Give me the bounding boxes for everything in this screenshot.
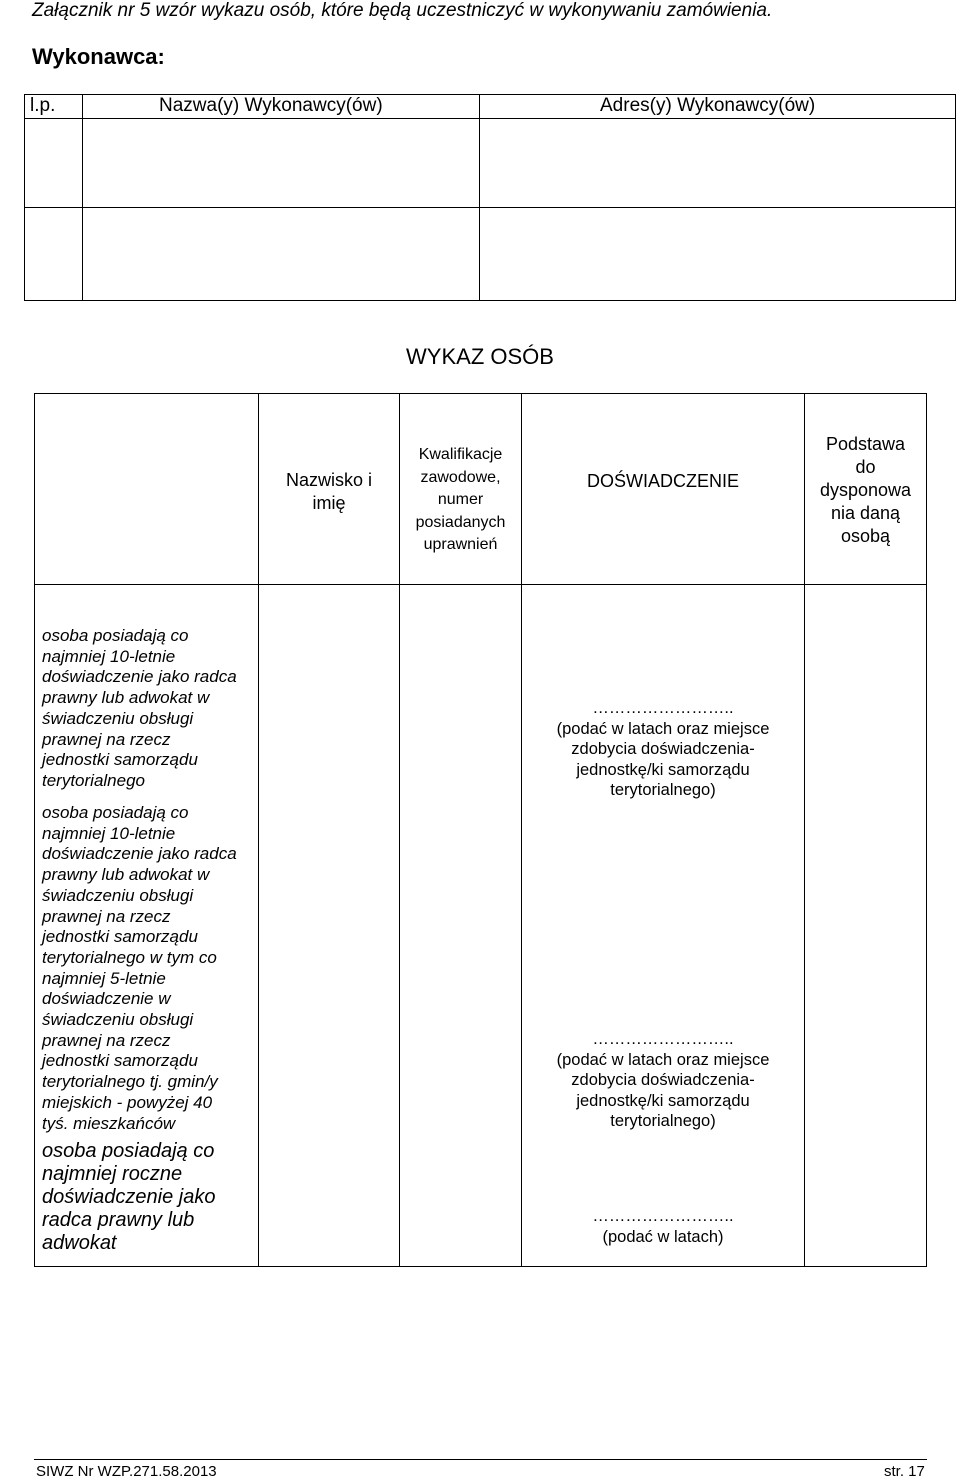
- annex-note: Załącznik nr 5 wzór wykazu osób, które będą uczestniczyć w wykonywaniu zamówienia.: [32, 0, 773, 21]
- requirement-row-3: osoba posiadają co najmniej roczne doświadczenie jako radca prawny lub adwokat: [42, 1140, 216, 1254]
- header-basis: Podstawa do dysponowa nia daną osobą: [819, 434, 912, 546]
- header-experience: DOŚWIADCZENIE: [586, 471, 739, 491]
- experience-row-1[interactable]: …………………….. (podać w latach oraz miejsce zdobycia doświadczenia- jednostkę/ki samorządu terytorialnego): [556, 699, 770, 799]
- col-contractor-name: Nazwa(y) Wykonawcy(ów): [159, 95, 383, 116]
- page-number: str. 17: [884, 1463, 925, 1480]
- requirement-row-2: osoba posiadają co najmniej 10-letnie doświadczenie jako radca prawny lub adwokat w świadczeniu obsługi prawnej na rzecz jednostki samorządu terytorialnego w tym co najmniej 5-letnie doświadczenie w świadczeniu obsługi prawnej na rzecz jednostki samorządu terytorialnego tj. gmin/y miejskich - powyżej 40 tyś. mieszkańców: [42, 803, 237, 1133]
- wykaz-title: WYKAZ OSÓB: [406, 344, 554, 369]
- contractor-name-input-1[interactable]: [83, 119, 479, 207]
- header-qualifications: Kwalifikacje zawodowe, numer posiadanych uprawnień: [415, 446, 506, 553]
- contractor-label: Wykonawca:: [32, 44, 165, 69]
- footer-reference: SIWZ Nr WZP.271.58.2013: [36, 1463, 217, 1480]
- experience-row-2[interactable]: …………………….. (podać w latach oraz miejsce zdobycia doświadczenia- jednostkę/ki samorządu terytorialnego): [556, 1030, 770, 1130]
- contractor-name-input-2[interactable]: [83, 208, 479, 300]
- experience-row-3[interactable]: …………………….. (podać w latach): [592, 1207, 734, 1246]
- header-name: Nazwisko i imię: [285, 470, 373, 513]
- requirement-row-1: osoba posiadają co najmniej 10-letnie doświadczenie jako radca prawny lub adwokat w świadczeniu obsługi prawnej na rzecz jednostki samorządu terytorialnego: [42, 626, 237, 790]
- contractor-address-input-2[interactable]: [480, 208, 955, 300]
- col-contractor-address: Adres(y) Wykonawcy(ów): [600, 95, 816, 116]
- footer-divider: [34, 1459, 927, 1460]
- col-lp: l.p.: [30, 95, 56, 116]
- contractor-address-input-1[interactable]: [480, 119, 955, 207]
